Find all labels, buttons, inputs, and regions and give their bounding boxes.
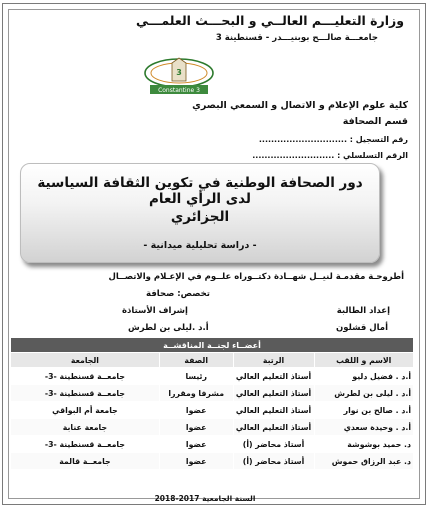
specialty: تخصص: صحافة — [146, 289, 210, 299]
column-header-university: الجامعة — [11, 353, 160, 368]
jury-member-role: عضوا — [159, 436, 233, 453]
jury-member-university: جامعة عنابة — [11, 419, 160, 436]
jury-member-university: جامعــة قسنطينة -3- — [11, 385, 160, 402]
university-heading: جامعـــة صالـــح بوبنيـــدر - قسنطينة 3 — [215, 33, 378, 43]
table-row — [11, 436, 414, 453]
thesis-description: أطروحـة مقدمـة لنيــل شهــادة دكتــوراه علــوم في الإعـلام والاتصــال — [108, 272, 404, 282]
prepared-by-label: إعداد الطالبة — [336, 306, 390, 316]
table-row — [11, 419, 414, 436]
jury-member-role: عضوا — [159, 402, 233, 419]
thesis-title-line-2: الجزائري — [170, 209, 230, 225]
jury-table-header-row — [11, 353, 414, 368]
jury-member-rank: أستاذ التعليم العالي — [233, 419, 314, 436]
supervisor-name: أ.د .ليلى بن لطرش — [128, 323, 209, 333]
serial-number: الرقم التسلسلي : ........................... — [252, 151, 408, 160]
jury-member-rank: أستاذ محاضر (أ) — [233, 436, 314, 453]
jury-member-name: أ.د . صالح بن نوار — [314, 402, 414, 419]
jury-member-university: جامعة أم البواقي — [11, 402, 160, 419]
student-name: أمال قشلون — [336, 323, 388, 333]
faculty-name: كلية علوم الإعلام و الاتصال و السمعي البصري — [192, 100, 408, 111]
jury-member-role: مشرفا ومقررا — [159, 385, 233, 402]
jury-member-name: د. حميد بوشوشة — [314, 436, 414, 453]
jury-member-university: جامعــة قالمة — [11, 453, 160, 470]
table-row — [11, 453, 414, 470]
table-row — [11, 402, 414, 419]
supervisor-label: إشراف الأستاذة — [122, 306, 188, 316]
table-row — [11, 368, 414, 385]
jury-member-university: جامعــة قسنطينة -3- — [11, 436, 160, 453]
logo-caption: Constantine 3 — [158, 87, 200, 94]
thesis-subtitle: - دراسة تحليلية ميدانية - — [143, 240, 257, 251]
svg-text:3: 3 — [176, 68, 182, 77]
department-name: قسم الصحافة — [342, 116, 408, 127]
column-header-name: الاسم و اللقب — [314, 353, 414, 368]
jury-member-rank: أستاذ التعليم العالي — [233, 385, 314, 402]
academic-year: السنة الجامعية 2017-2018 — [154, 494, 256, 503]
column-header-role: الصفة — [159, 353, 233, 368]
jury-member-name: أ.د . وحيدة سعدي — [314, 419, 414, 436]
thesis-title-line-1: دور الصحافة الوطنية في تكوين الثقافة السياسية لدى الرأي العام — [37, 175, 363, 207]
registration-number: رقم التسجيل : ............................. — [258, 135, 408, 144]
jury-member-university: جامعــة قسنطينة -3- — [11, 368, 160, 385]
thesis-title-box — [20, 163, 380, 263]
university-logo — [142, 55, 217, 97]
jury-member-role: عضوا — [159, 419, 233, 436]
jury-member-name: أ.د . ليلى بن لطرش — [314, 385, 414, 402]
jury-member-rank: أستاذ التعليم العالي — [233, 402, 314, 419]
jury-member-name: أ.د . فضيل دليو — [314, 368, 414, 385]
column-header-rank: الرتبة — [233, 353, 314, 368]
jury-member-rank: أستاذ التعليم العالي — [233, 368, 314, 385]
jury-member-name: د. عبد الرزاق حموش — [314, 453, 414, 470]
jury-table-title-row — [11, 338, 414, 353]
table-row — [11, 385, 414, 402]
jury-member-role: رئيسا — [159, 368, 233, 385]
jury-member-rank: أستاذ محاضر (أ) — [233, 453, 314, 470]
jury-table — [10, 337, 414, 470]
ministry-heading: وزارة التعليـــم العالــي و البحـــث العلمـــي — [135, 13, 404, 28]
jury-member-role: عضوا — [159, 453, 233, 470]
jury-table-title: أعضــاء لجنــة المناقشــة — [11, 338, 414, 353]
